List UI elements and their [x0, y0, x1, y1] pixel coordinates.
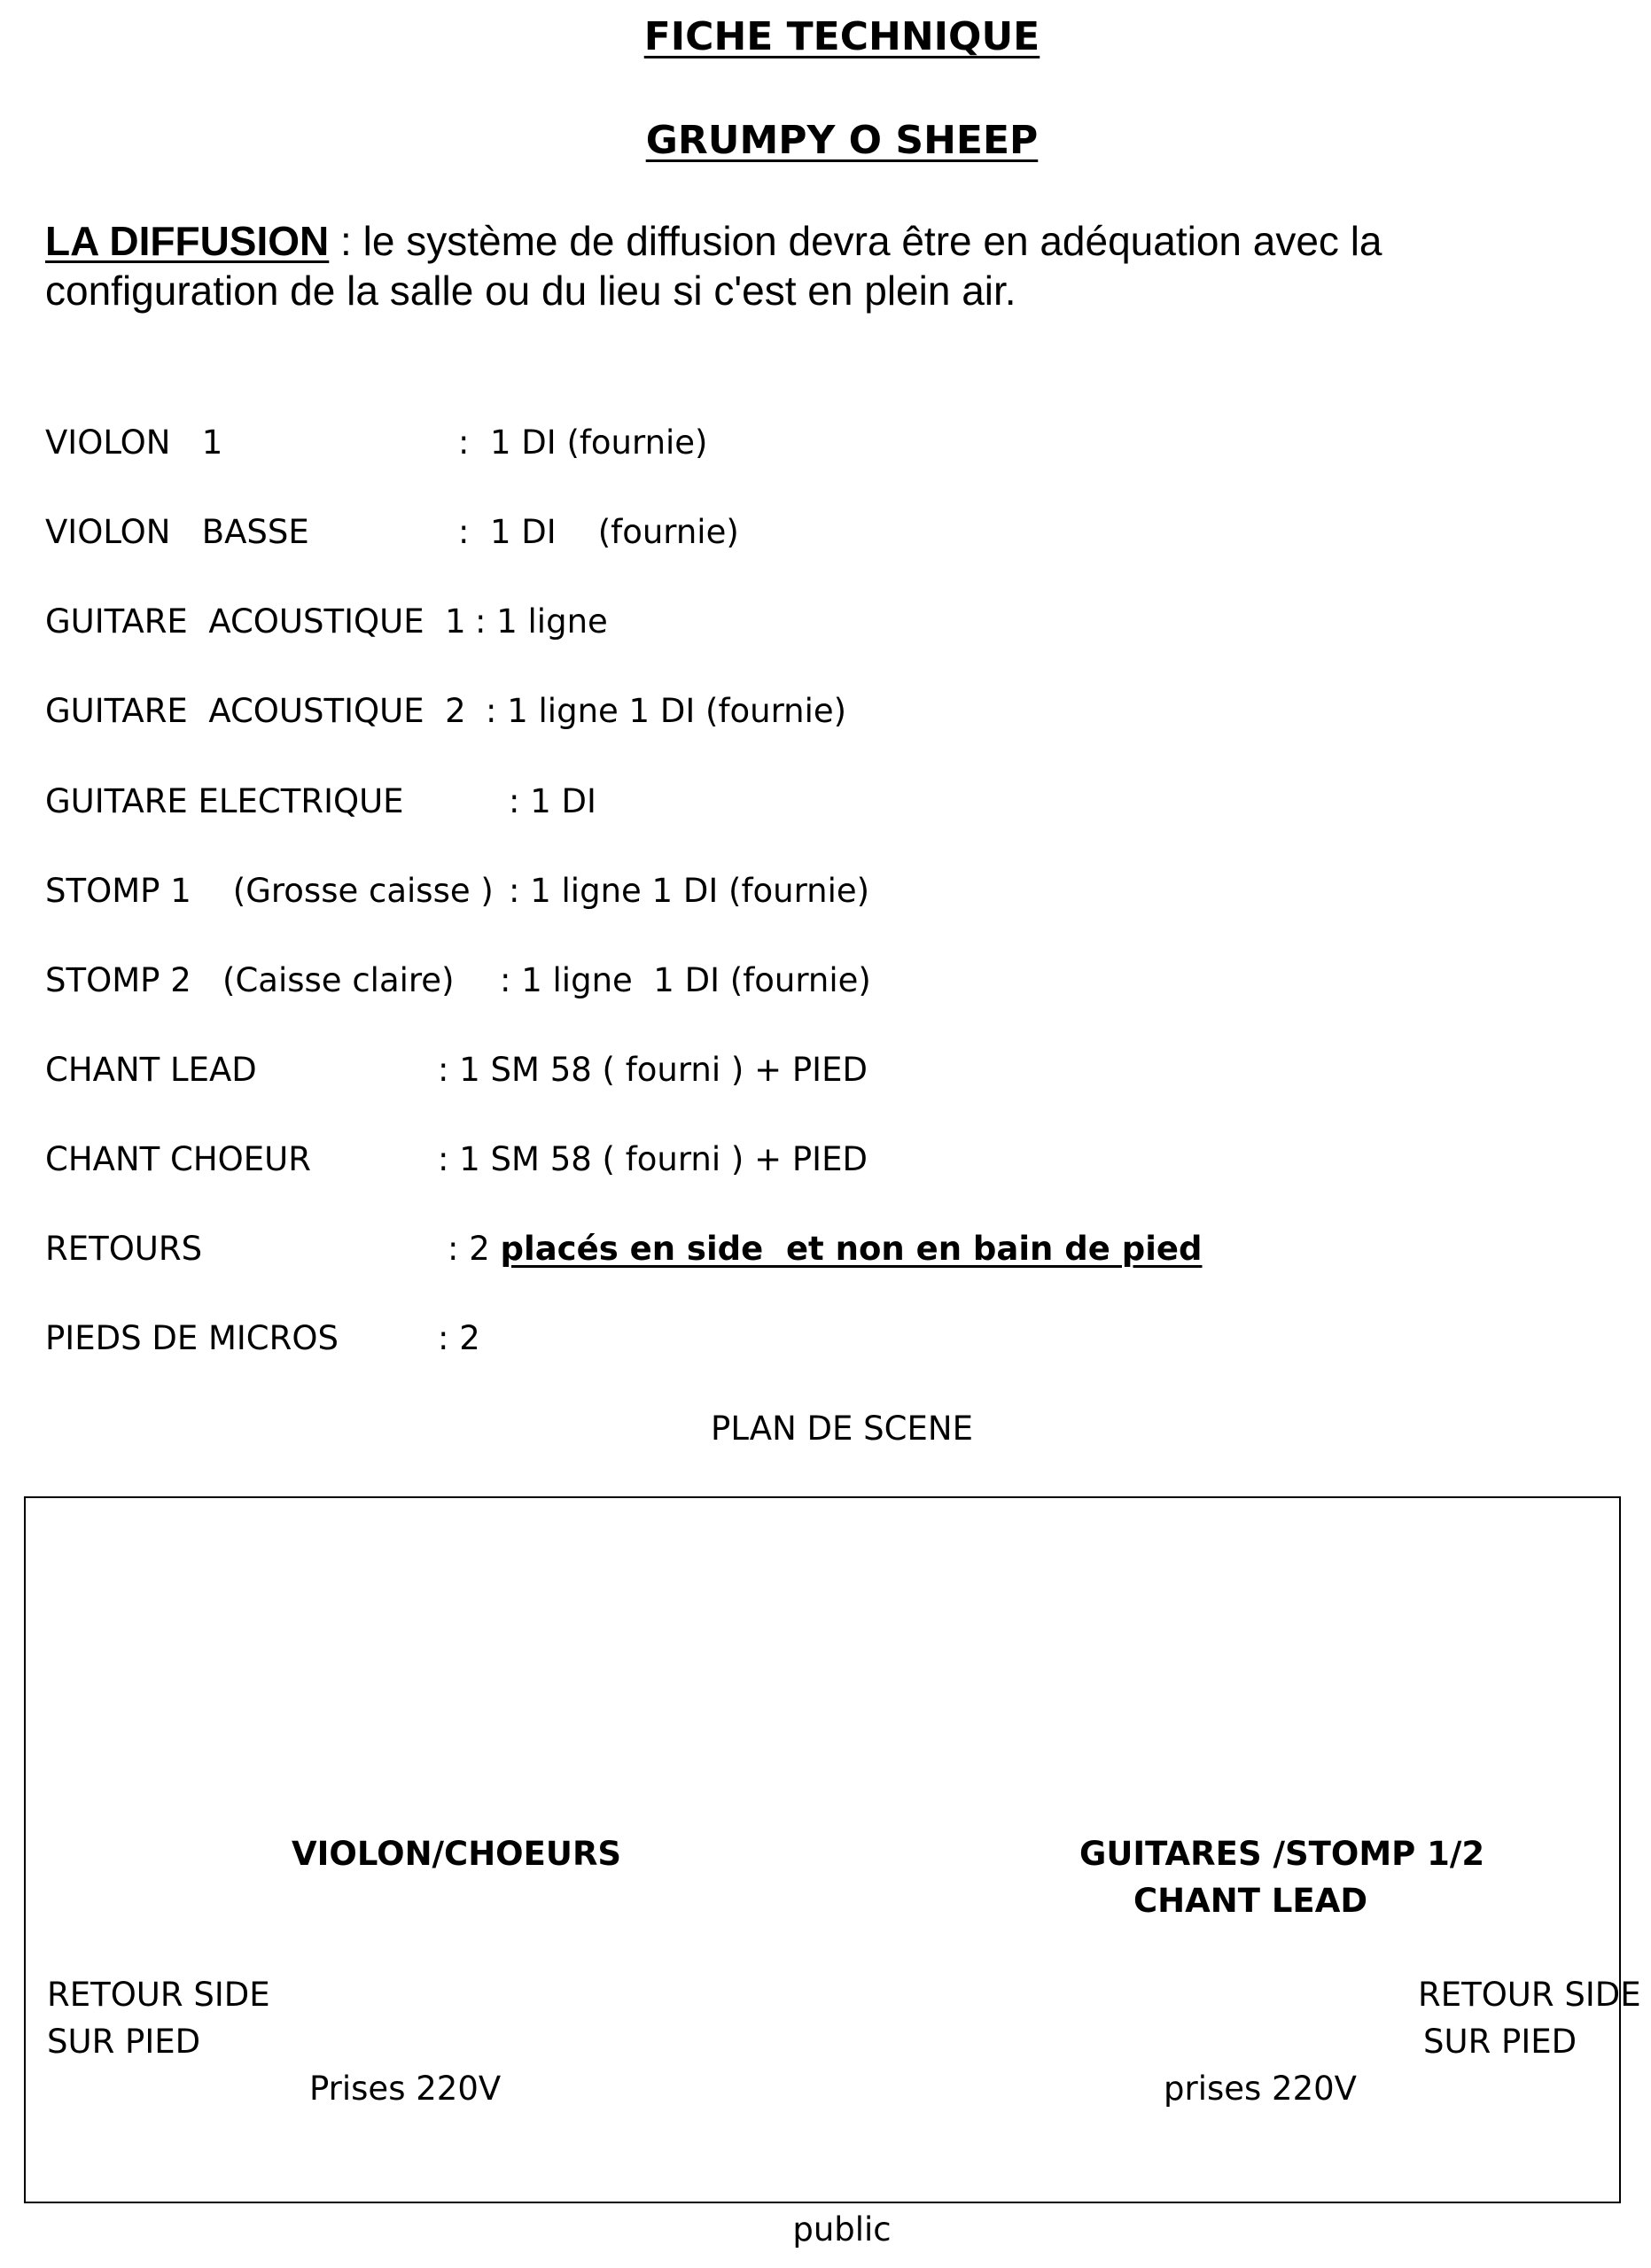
spec-value: : 1 ligne — [475, 602, 608, 641]
spec-name: PIEDS DE MICROS — [45, 1319, 339, 1357]
right-power-outlets: prises 220V — [1164, 2070, 1357, 2108]
spec-name: STOMP 2 (Caisse claire) — [45, 961, 455, 999]
spec-name: RETOURS — [45, 1230, 203, 1268]
diffusion-separator: : — [329, 218, 352, 264]
spec-value: : 1 DI — [509, 782, 596, 820]
spec-value-emphasis: placés en side et non en bain de pied — [500, 1230, 1203, 1268]
stage-right-group-line1: GUITARES /STOMP 1/2 — [1079, 1835, 1485, 1873]
spec-value: : 1 ligne 1 DI (fournie) — [500, 961, 871, 999]
spec-name: VIOLON BASSE — [45, 513, 309, 551]
spec-value: : 2 — [448, 1230, 501, 1268]
right-monitor-line1: RETOUR SIDE — [1418, 1976, 1641, 2014]
spec-value: : 1 DI (fournie) — [458, 513, 739, 551]
stage-right-group-line2: CHANT LEAD — [1133, 1882, 1368, 1920]
diffusion-text: le système de diffusion devra être en adéquation avec la configuration de la salle ou du lieu si c'est en plein air. — [45, 218, 1382, 314]
band-name: GRUMPY O SHEEP — [645, 118, 1039, 163]
document-title: FICHE TECHNIQUE — [643, 14, 1040, 59]
spec-value: : 1 DI (fournie) — [458, 423, 708, 462]
diffusion-label: LA DIFFUSION — [45, 218, 330, 264]
stage-left-group: VIOLON/CHOEURS — [292, 1835, 622, 1873]
spec-value: : 1 ligne 1 DI (fournie) — [486, 692, 847, 730]
stage-plan-title: PLAN DE SCENE — [711, 1410, 973, 1448]
spec-value: : 1 ligne 1 DI (fournie) — [509, 872, 870, 910]
left-monitor-line2: SUR PIED — [47, 2023, 201, 2061]
spec-value-group — [448, 1230, 1203, 1268]
spec-name: GUITARE ELECTRIQUE — [45, 782, 404, 820]
spec-value: : 2 — [438, 1319, 480, 1357]
audience-label: public — [792, 2210, 892, 2249]
right-monitor-line2: SUR PIED — [1423, 2023, 1577, 2061]
spec-name: GUITARE ACOUSTIQUE 1 — [45, 602, 466, 641]
spec-name: VIOLON 1 — [45, 423, 223, 462]
left-monitor-line1: RETOUR SIDE — [47, 1976, 270, 2014]
diffusion-paragraph — [45, 216, 1623, 315]
left-power-outlets: Prises 220V — [309, 2070, 502, 2108]
spec-value: : 1 SM 58 ( fourni ) + PIED — [438, 1140, 868, 1178]
spec-name: STOMP 1 (Grosse caisse ) — [45, 872, 494, 910]
spec-name: CHANT LEAD — [45, 1051, 257, 1089]
spec-name: CHANT CHOEUR — [45, 1140, 311, 1178]
spec-name: GUITARE ACOUSTIQUE 2 — [45, 692, 466, 730]
stage-plan-box — [24, 1496, 1641, 2203]
spec-value: : 1 SM 58 ( fourni ) + PIED — [438, 1051, 868, 1089]
